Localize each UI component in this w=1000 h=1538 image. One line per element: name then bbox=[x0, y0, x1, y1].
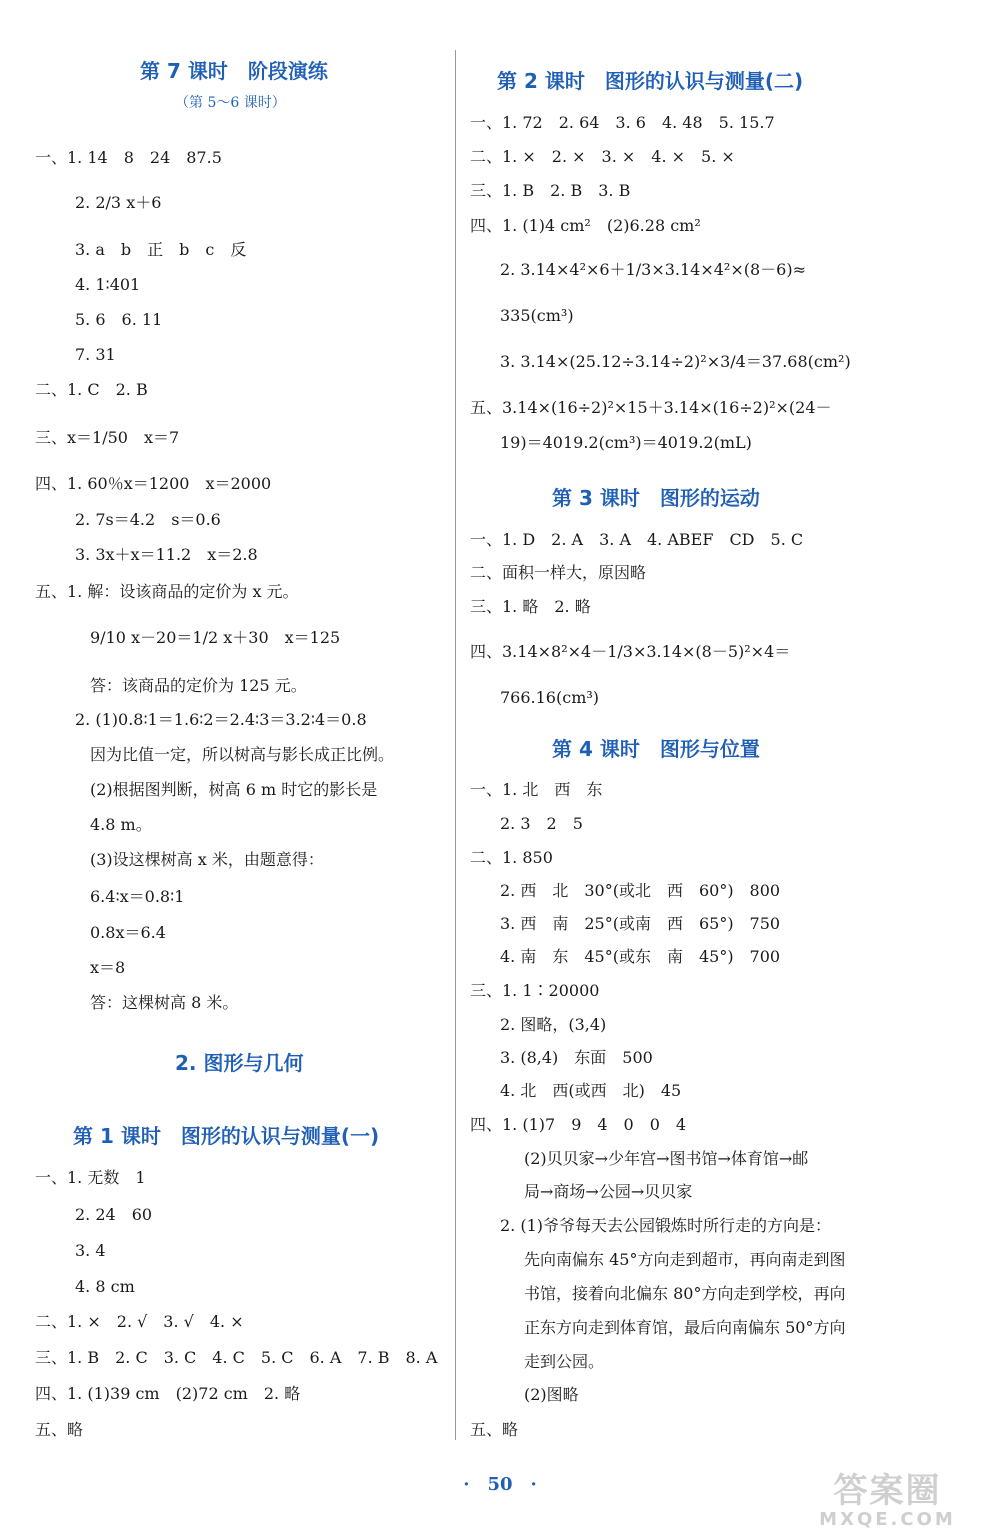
answer-line: 4. 1∶401 bbox=[75, 275, 141, 294]
answer-line: 0.8x＝6.4 bbox=[90, 923, 166, 942]
answer-line: 二、1. C 2. B bbox=[35, 380, 148, 399]
answer-line: 三、1. B 2. C 3. C 4. C 5. C 6. A 7. B 8. A bbox=[35, 1348, 438, 1367]
answer-line: 走到公园。 bbox=[524, 1352, 605, 1371]
lesson-heading: 第 4 课时 图形与位置 bbox=[552, 737, 760, 761]
answer-line: 书馆，接着向北偏东 80°方向走到学校，再向 bbox=[524, 1284, 846, 1303]
answer-line: 一、1. 72 2. 64 3. 6 4. 48 5. 15.7 bbox=[470, 113, 775, 132]
lesson-heading: 2. 图形与几何 bbox=[175, 1051, 304, 1075]
answer-line: 19)＝4019.2(cm³)＝4019.2(mL) bbox=[500, 433, 752, 452]
answer-line: x＝8 bbox=[90, 958, 126, 977]
answer-line: 4. 8 cm bbox=[75, 1277, 135, 1296]
answer-line: 五、略 bbox=[35, 1420, 84, 1439]
answer-line: 2. 7s＝4.2 s＝0.6 bbox=[75, 510, 221, 529]
answer-line: 四、3.14×8²×4－1/3×3.14×(8－5)²×4＝ bbox=[470, 642, 791, 661]
answer-line: 五、1. 解：设该商品的定价为 x 元。 bbox=[35, 582, 299, 601]
answer-line: 2. 西 北 30°(或北 西 60°) 800 bbox=[500, 881, 781, 900]
answer-line: 正东方向走到体育馆，最后向南偏东 50°方向 bbox=[524, 1318, 846, 1337]
answer-line: 4.8 m。 bbox=[90, 815, 152, 834]
answer-line: 3. 3x＋x＝11.2 x＝2.8 bbox=[75, 545, 258, 564]
answer-line: 二、1. × 2. × 3. × 4. × 5. × bbox=[470, 147, 735, 166]
answer-line: 四、1. (1)39 cm (2)72 cm 2. 略 bbox=[35, 1384, 301, 1403]
answer-line: 先向南偏东 45°方向走到超市，再向南走到图 bbox=[524, 1250, 846, 1269]
lesson-heading: 第 3 课时 图形的运动 bbox=[552, 486, 760, 510]
answer-line: 因为比值一定，所以树高与影长成正比例。 bbox=[90, 745, 395, 764]
answer-line: (3)设这棵树高 x 米，由题意得： bbox=[90, 850, 324, 869]
answer-line: 2. 3 2 5 bbox=[500, 814, 583, 833]
answer-line: 3. (8,4) 东面 500 bbox=[500, 1048, 653, 1067]
answer-line: 三、1. 1∶20000 bbox=[470, 981, 600, 1000]
answer-line: 一、1. D 2. A 3. A 4. ABEF CD 5. C bbox=[470, 530, 804, 549]
answer-line: 局→商场→公园→贝贝家 bbox=[524, 1182, 693, 1201]
answer-line: 2. 图略，(3,4) bbox=[500, 1015, 607, 1034]
answer-line: 一、1. 14 8 24 87.5 bbox=[35, 148, 222, 167]
answer-line: 答：该商品的定价为 125 元。 bbox=[90, 676, 307, 695]
answer-line: 二、1. × 2. √ 3. √ 4. × bbox=[35, 1312, 244, 1331]
answer-line: 2. 24 60 bbox=[75, 1205, 153, 1224]
answer-line: 四、1. 60％x＝1200 x＝2000 bbox=[35, 474, 272, 493]
answer-line: 3. 西 南 25°(或南 西 65°) 750 bbox=[500, 914, 781, 933]
lesson-heading: 第 1 课时 图形的认识与测量(一) bbox=[73, 1124, 380, 1148]
lesson-heading: 第 2 课时 图形的认识与测量(二) bbox=[497, 69, 804, 93]
answer-line: 一、1. 无数 1 bbox=[35, 1168, 146, 1187]
answer-line: 一、1. 北 西 东 bbox=[470, 780, 603, 799]
answer-line: 4. 北 西(或西 北) 45 bbox=[500, 1081, 682, 1100]
answer-line: 2. (1)爷爷每天去公园锻炼时所行走的方向是： bbox=[500, 1216, 832, 1235]
lesson-heading: 第 7 课时 阶段演练 bbox=[140, 59, 328, 83]
answer-line: 9/10 x－20＝1/2 x＋30 x＝125 bbox=[90, 628, 341, 647]
answer-line: 五、3.14×(16÷2)²×15＋3.14×(16÷2)²×(24－ bbox=[470, 398, 832, 417]
answer-line: (2)图略 bbox=[524, 1385, 579, 1404]
watermark-logo bbox=[795, 1472, 980, 1532]
answer-line: 766.16(cm³) bbox=[500, 688, 600, 707]
answer-line: 335(cm³) bbox=[500, 306, 574, 325]
answer-line: (2)贝贝家→少年宫→图书馆→体育馆→邮 bbox=[524, 1149, 809, 1168]
answer-line: 7. 31 bbox=[75, 345, 116, 364]
answer-line: 三、1. 略 2. 略 bbox=[470, 597, 591, 616]
column-divider bbox=[455, 50, 456, 1440]
answer-line: (2)根据图判断，树高 6 m 时它的影长是 bbox=[90, 780, 378, 799]
answer-line: 4. 南 东 45°(或东 南 45°) 700 bbox=[500, 947, 781, 966]
answer-line: 3. 3.14×(25.12÷3.14÷2)²×3/4＝37.68(cm²) bbox=[500, 352, 851, 371]
answer-line: 三、x＝1/50 x＝7 bbox=[35, 428, 180, 447]
watermark-top: 答案圈 bbox=[833, 1471, 942, 1511]
answer-line: 三、1. B 2. B 3. B bbox=[470, 181, 631, 200]
answer-line: 四、1. (1)7 9 4 0 0 4 bbox=[470, 1115, 687, 1134]
answer-line: 二、1. 850 bbox=[470, 848, 553, 867]
answer-line: 2. 3.14×4²×6＋1/3×3.14×4²×(8－6)≈ bbox=[500, 260, 807, 279]
answer-line: 3. 4 bbox=[75, 1241, 106, 1260]
answer-line: 2. (1)0.8∶1＝1.6∶2＝2.4∶3＝3.2∶4＝0.8 bbox=[75, 710, 367, 729]
watermark-bottom: MXQE.COM bbox=[819, 1509, 956, 1530]
answer-line: 四、1. (1)4 cm² (2)6.28 cm² bbox=[470, 216, 701, 235]
page-number: · 50 · bbox=[463, 1474, 537, 1495]
answer-line: 答：这棵树高 8 米。 bbox=[90, 993, 239, 1012]
lesson-subtitle: （第 5～6 课时） bbox=[175, 95, 286, 111]
answer-line: 五、略 bbox=[470, 1420, 519, 1439]
answer-line: 5. 6 6. 11 bbox=[75, 310, 163, 329]
answer-line: 2. 2/3 x＋6 bbox=[75, 193, 162, 212]
answer-line: 6.4∶x＝0.8∶1 bbox=[90, 887, 185, 906]
answer-line: 3. a b 正 b c 反 bbox=[75, 240, 247, 259]
answer-line: 二、面积一样大，原因略 bbox=[470, 563, 647, 582]
